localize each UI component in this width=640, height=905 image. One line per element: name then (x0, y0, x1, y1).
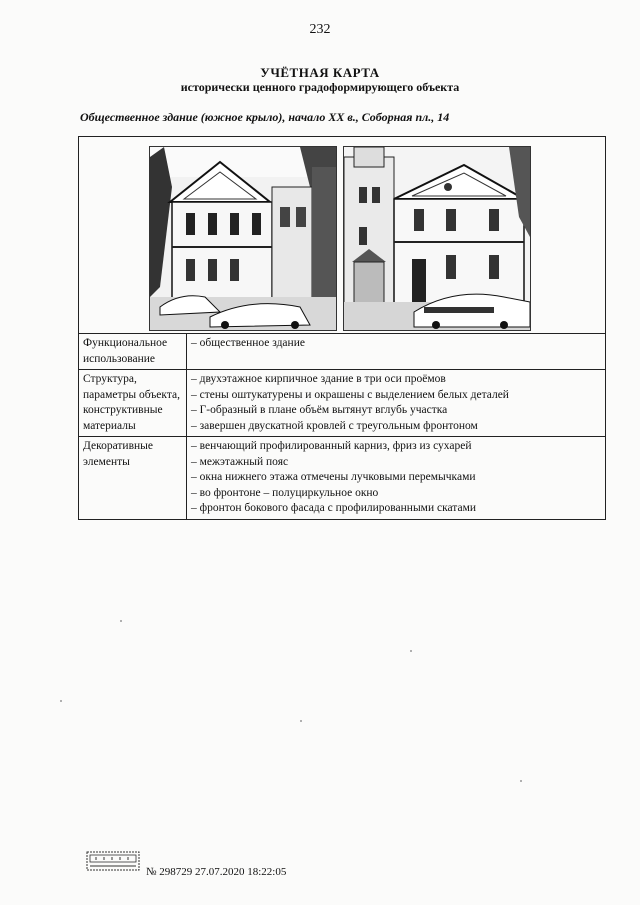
consultant-stamp-logo (86, 851, 140, 871)
value-line: – двухэтажное кирпичное здание в три оси проёмов (191, 373, 446, 385)
photo-row (79, 137, 606, 334)
value-line: – общественное здание (191, 337, 305, 349)
value-line: – межэтажный пояс (191, 455, 289, 468)
page-number: 232 (309, 22, 331, 37)
scan-speck (410, 650, 412, 652)
row-decorative (79, 437, 606, 520)
values-structure (187, 370, 606, 437)
value-line: – стены оштукатурены и окрашены с выделением белых деталей (191, 388, 509, 401)
value-line: – во фронтоне – полуциркульное окно (191, 486, 379, 499)
document-registration-number: № 298729 27.07.2020 18:22:05 (146, 866, 287, 878)
row-functional-use (79, 334, 606, 370)
value-line: – венчающий профилированный карниз, фриз из сухарей (191, 440, 472, 452)
object-description: Общественное здание (южное крыло), начало XX в., Соборная пл., 14 (80, 110, 450, 124)
values-functional-use (187, 334, 606, 370)
scan-speck (60, 700, 62, 702)
value-line: – окна нижнего этажа отмечены лучковыми перемычками (191, 471, 476, 483)
value-line: – Г-образный в плане объём вытянут вглубь участка (191, 404, 448, 416)
row-structure (79, 370, 606, 437)
values-decorative (187, 437, 606, 520)
card-subtitle: исторически ценного градоформирующего объекта (180, 80, 460, 94)
label-structure: Структура, параметры объекта, конструктивные материалы (79, 370, 187, 437)
building-photo-right (343, 146, 531, 331)
card-title: УЧЁТНАЯ КАРТА (260, 65, 380, 80)
registration-card-table (78, 136, 606, 520)
value-line: – фронтон бокового фасада с профилированными скатами (191, 502, 477, 514)
label-decorative: Декоративные элементы (79, 437, 187, 520)
scan-speck (120, 620, 122, 622)
label-functional-use: Функциональное использование (79, 334, 187, 370)
scan-speck (300, 720, 302, 722)
photo-cell (79, 137, 606, 334)
value-line: – завершен двускатной кровлей с треугольным фронтоном (191, 419, 478, 432)
scan-speck (520, 780, 522, 782)
building-photo-left (149, 146, 337, 331)
